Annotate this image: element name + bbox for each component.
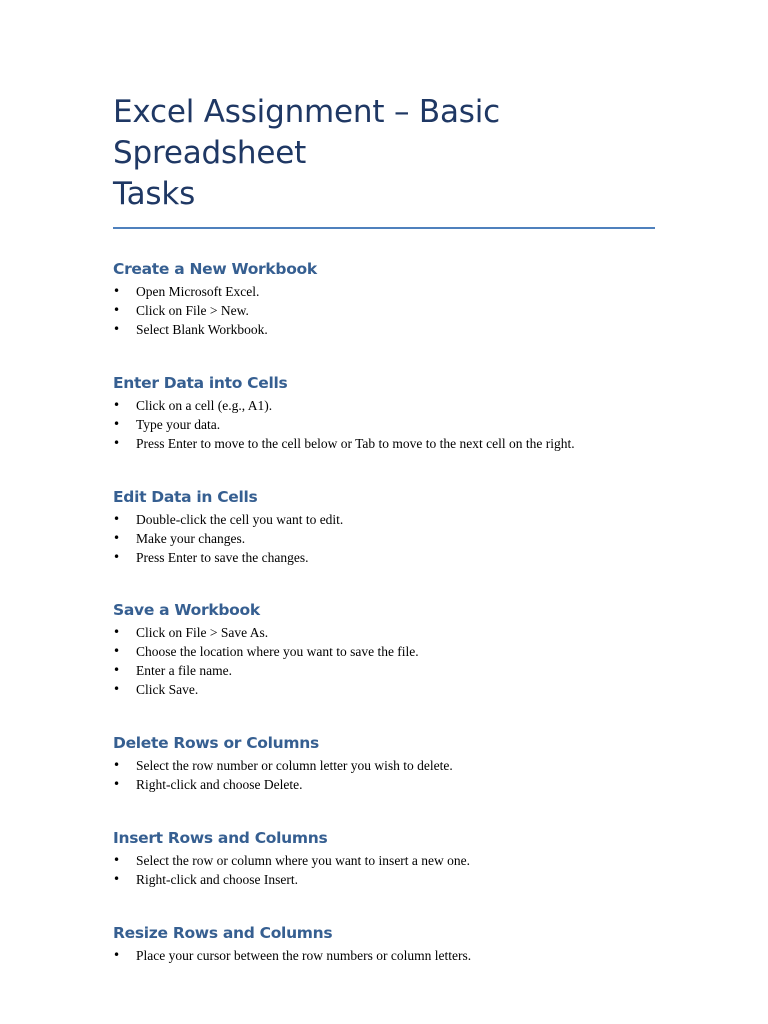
list-item-text: Select the row or column where you want to insert a new one. <box>136 853 471 868</box>
list-item <box>113 510 655 529</box>
list-item-text: Right-click and choose Insert. <box>136 872 298 887</box>
bullet-icon: • <box>113 777 121 791</box>
list-item-text: Double-click the cell you want to edit. <box>136 512 344 527</box>
list-item-text: Enter a file name. <box>136 663 232 678</box>
list-item <box>113 775 655 794</box>
list-item-text: Choose the location where you want to save the file. <box>136 644 419 659</box>
list-item-text: Right-click and choose Delete. <box>136 777 303 792</box>
list-item-text: Type your data. <box>136 417 221 432</box>
bullet-icon: • <box>113 322 121 336</box>
title-line-2: Tasks <box>113 176 196 212</box>
bullet-list <box>113 756 655 794</box>
bullet-icon: • <box>113 398 121 412</box>
bullet-list <box>113 946 655 965</box>
section-insert-rows <box>113 828 655 889</box>
section-enter-data <box>113 373 655 453</box>
bullet-icon: • <box>113 948 121 962</box>
list-item-text: Make your changes. <box>136 531 246 546</box>
list-item-text: Place your cursor between the row numbers or column letters. <box>136 948 472 963</box>
bullet-icon: • <box>113 303 121 317</box>
bullet-icon: • <box>113 550 121 564</box>
bullet-icon: • <box>113 531 121 545</box>
list-item <box>113 851 655 870</box>
list-item <box>113 415 655 434</box>
bullet-icon: • <box>113 758 121 772</box>
list-item <box>113 623 655 642</box>
section-save-workbook <box>113 600 655 699</box>
list-item <box>113 320 655 339</box>
section-heading: Insert Rows and Columns <box>113 829 328 847</box>
bullet-icon: • <box>113 872 121 886</box>
title-underline-rule <box>113 227 655 229</box>
bullet-icon: • <box>113 436 121 450</box>
list-item <box>113 870 655 889</box>
bullet-list <box>113 510 655 567</box>
list-item-text: Press Enter to move to the cell below or Tab to move to the next cell on the right. <box>136 436 575 451</box>
bullet-icon: • <box>113 682 121 696</box>
bullet-icon: • <box>113 625 121 639</box>
section-heading: Enter Data into Cells <box>113 374 288 392</box>
section-heading: Delete Rows or Columns <box>113 734 319 752</box>
list-item <box>113 548 655 567</box>
list-item-text: Select the row number or column letter you wish to delete. <box>136 758 453 773</box>
list-item <box>113 680 655 699</box>
bullet-list <box>113 396 655 453</box>
bullet-list <box>113 282 655 339</box>
bullet-list <box>113 851 655 889</box>
list-item <box>113 396 655 415</box>
bullet-icon: • <box>113 853 121 867</box>
bullet-list <box>113 623 655 699</box>
bullet-icon: • <box>113 663 121 677</box>
list-item <box>113 301 655 320</box>
list-item <box>113 642 655 661</box>
document-title <box>113 92 655 215</box>
section-heading: Resize Rows and Columns <box>113 924 333 942</box>
section-delete-rows <box>113 733 655 794</box>
list-item-text: Select Blank Workbook. <box>136 322 268 337</box>
list-item-text: Press Enter to save the changes. <box>136 550 309 565</box>
list-item-text: Click on File > New. <box>136 303 249 318</box>
section-resize-rows <box>113 923 655 965</box>
list-item-text: Click on File > Save As. <box>136 625 269 640</box>
document-page <box>113 92 655 965</box>
list-item-text: Click Save. <box>136 682 199 697</box>
section-heading: Edit Data in Cells <box>113 488 258 506</box>
bullet-icon: • <box>113 417 121 431</box>
list-item-text: Click on a cell (e.g., A1). <box>136 398 273 413</box>
list-item <box>113 661 655 680</box>
list-item <box>113 946 655 965</box>
section-heading: Create a New Workbook <box>113 260 317 278</box>
list-item-text: Open Microsoft Excel. <box>136 284 260 299</box>
section-edit-data <box>113 487 655 567</box>
list-item <box>113 756 655 775</box>
list-item <box>113 282 655 301</box>
list-item <box>113 529 655 548</box>
bullet-icon: • <box>113 644 121 658</box>
list-item <box>113 434 655 453</box>
section-heading: Save a Workbook <box>113 601 260 619</box>
title-line-1: Excel Assignment – Basic Spreadsheet <box>113 94 500 171</box>
bullet-icon: • <box>113 512 121 526</box>
section-create-workbook <box>113 259 655 339</box>
bullet-icon: • <box>113 284 121 298</box>
